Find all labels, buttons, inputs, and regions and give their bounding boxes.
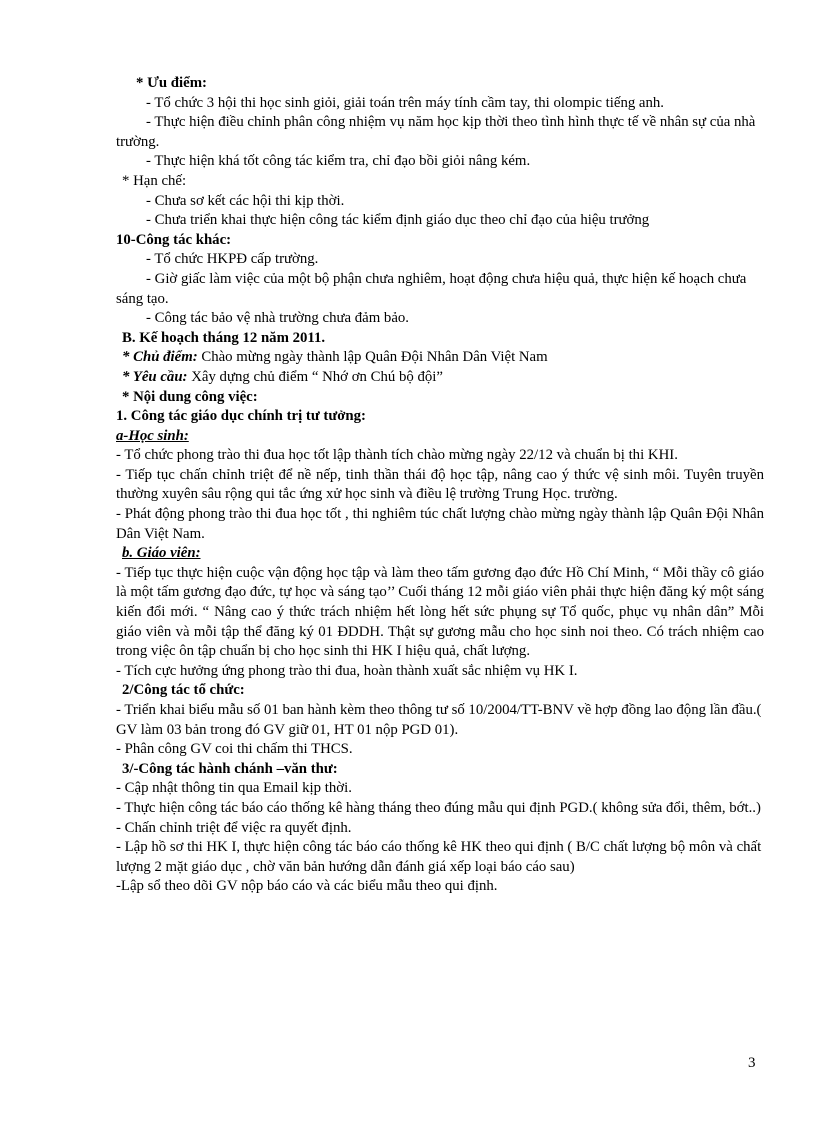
hoc-sinh-item-2: - Tiếp tục chấn chỉnh triệt để nề nếp, tinh thần thái độ học tập, nâng cao ý thức vệ sinh môi. Tuyên truyền thường xuyên sâu rộng qui tắc ứng xử học sinh và điều lệ trường Trung Học. trường.	[116, 466, 764, 503]
uu-diem-heading: * Ưu điểm:	[136, 75, 207, 91]
section3-item-1: - Cập nhật thông tin qua Email kịp thời.	[116, 780, 352, 797]
cong-tac-khac-item-3: - Công tác bảo vệ nhà trường chưa đảm bảo.	[146, 310, 409, 327]
page-number: 3	[748, 1055, 756, 1071]
section3-item-4: - Lập hồ sơ thi HK I, thực hiện công tác báo cáo thống kê HK theo qui định ( B/C chất lượng bộ môn và chất lượng 2 mặt giáo dục , chờ văn bản hướng dẫn đánh giá xếp loại báo cáo sau)	[116, 839, 762, 875]
hoc-sinh-heading: a-Học sinh:	[116, 427, 189, 444]
giao-vien-item-1: - Tiếp tục thực hiện cuộc vận động học tập và làm theo tấm gương đạo đức Hồ Chí Minh, “ Mỗi thầy cô giáo là một tấm gương đạo đức, tự học và sáng tạo’’ Cuối tháng 12 mỗi giáo viên phải thực hiện đăng ký một sáng kiến đổi mới. “ Nâng cao ý thức trách nhiệm hết lòng hết sức phụng sự Tổ quốc, phục vụ nhân dân” Mỗi giáo viên và mỗi tập thể đăng ký 01 ĐDDH. Thật sự gương mẫu cho học sinh noi theo. Có trách nhiệm cao trong việc ôn tập chuẩn bị cho học sinh thi HK I hiệu quả, chất lượng.	[116, 564, 764, 660]
section2-item-1: - Triển khai biểu mẫu số 01 ban hành kèm theo thông tư số 10/2004/TT-BNV về hợp đồng lao động lần đầu.( GV làm 03 bản trong đó GV giữ 01, HT 01 nộp PGD 01).	[116, 702, 762, 738]
uu-diem-item-3: - Thực hiện khá tốt công tác kiểm tra, chỉ đạo bồi giỏi nâng kém.	[146, 153, 531, 170]
section3-heading: 3/-Công tác hành chánh –văn thư:	[122, 760, 338, 777]
document-page	[116, 74, 764, 897]
cong-tac-khac-item-1: - Tổ chức HKPĐ cấp trường.	[146, 251, 319, 268]
chu-diem-label: * Chủ điểm:	[122, 349, 198, 366]
section3-item-2: - Thực hiện công tác báo cáo thống kê hàng tháng theo đúng mẫu qui định PGD.( không sửa đổi, thêm, bớt..)	[116, 799, 761, 816]
chu-diem-line	[116, 348, 764, 368]
uu-diem-item-1: - Tổ chức 3 hội thi học sinh giỏi, giải toán trên máy tính cầm tay, thi olompic tiếng anh.	[146, 94, 664, 111]
chu-diem-text: Chào mừng ngày thành lập Quân Đội Nhân Dân Việt Nam	[197, 349, 548, 366]
yeu-cau-text: Xây dựng chủ điểm “ Nhớ ơn Chú bộ đội”	[187, 368, 443, 385]
cong-tac-khac-heading: 10-Công tác khác:	[116, 231, 232, 248]
yeu-cau-label: * Yêu cầu:	[122, 368, 188, 385]
noi-dung-heading: * Nội dung công việc:	[122, 388, 258, 405]
section2-item-2: - Phân công GV coi thi chấm thi THCS.	[116, 741, 353, 758]
giao-vien-item-2: - Tích cực hưởng ứng phong trào thi đua, hoàn thành xuất sắc nhiệm vụ HK I.	[116, 662, 578, 679]
cong-tac-khac-item-2: - Giờ giấc làm việc của một bộ phận chưa nghiêm, hoạt động chưa hiệu quả, thực hiện kế hoạch chưa sáng tạo.	[116, 270, 747, 307]
hoc-sinh-item-1: - Tổ chức phong trào thi đua học tốt lập thành tích chào mừng ngày 22/12 và chuẩn bị thi KHI.	[116, 447, 678, 464]
yeu-cau-line	[116, 368, 764, 388]
section3-item-3: - Chấn chỉnh triệt để việc ra quyết định.	[116, 819, 352, 836]
section1-heading: 1. Công tác giáo dục chính trị tư tưởng:	[116, 408, 366, 425]
uu-diem-item-2: - Thực hiện điều chỉnh phân công nhiệm vụ năm học kịp thời theo tình hình thực tế về nhân sự của nhà trường.	[116, 114, 756, 150]
section2-heading: 2/Công tác tổ chức:	[122, 682, 245, 699]
ke-hoach-heading: B. Kế hoạch tháng 12 năm 2011.	[122, 329, 326, 346]
han-che-heading: * Hạn chế:	[122, 172, 187, 189]
hoc-sinh-item-3: - Phát động phong trào thi đua học tốt , thi nghiêm túc chất lượng chào mừng ngày thành lập Quân Đội Nhân Dân Việt Nam.	[116, 506, 764, 542]
han-che-item-1: - Chưa sơ kết các hội thi kịp thời.	[146, 192, 345, 209]
section3-item-5: -Lập sổ theo dõi GV nộp báo cáo và các biểu mẫu theo qui định.	[116, 878, 498, 895]
giao-vien-heading: b. Giáo viên:	[122, 545, 201, 562]
han-che-item-2: - Chưa triển khai thực hiện công tác kiểm định giáo dục theo chỉ đạo của hiệu trưởng	[146, 212, 650, 229]
